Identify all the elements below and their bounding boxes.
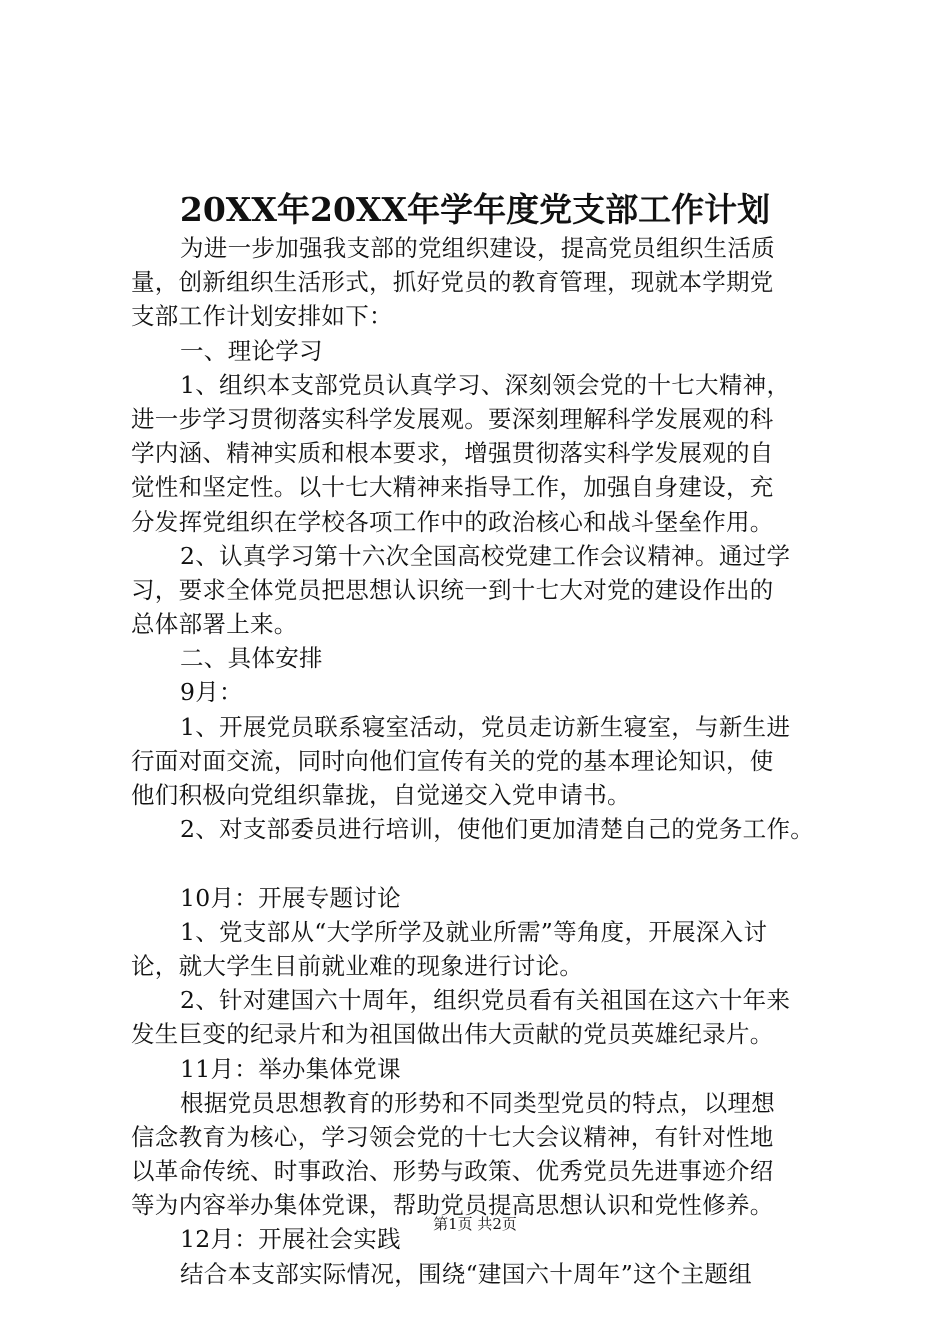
text-line: 信念教育为核心，学习领会党的十七大会议精神，有针对性地 xyxy=(131,1122,774,1151)
text-line: 论，就大学生目前就业难的现象进行讨论。 xyxy=(131,951,584,980)
text-line: 分发挥党组织在学校各项工作中的政治核心和战斗堡垒作用。 xyxy=(131,507,774,536)
text-line: 量，创新组织生活形式，抓好党员的教育管理，现就本学期党 xyxy=(131,268,774,297)
text-line: 9月： xyxy=(180,678,243,707)
text-line: 支部工作计划安排如下： xyxy=(131,302,393,331)
text-line: 学内涵、精神实质和根本要求，增强贯彻落实科学发展观的自 xyxy=(131,439,774,468)
text-line: 2、对支部委员进行培训，使他们更加清楚自己的党务工作。 xyxy=(180,815,815,844)
text-line: 为进一步加强我支部的党组织建设，提高党员组织生活质 xyxy=(180,234,775,262)
text-line: 总体部署上来。 xyxy=(131,610,298,639)
blank-line xyxy=(131,846,843,880)
text-line: 1、党支部从“大学所学及就业所需”等角度，开展深入讨 xyxy=(180,917,768,946)
text-line: 习，要求全体党员把思想认识统一到十七大对党的建设作出的 xyxy=(131,575,774,604)
text-line: 2、认真学习第十六次全国高校党建工作会议精神。通过学 xyxy=(180,541,791,570)
text-line: 等为内容举办集体党课，帮助党员提高思想认识和党性修养。 xyxy=(131,1191,774,1220)
text-line: 10月：开展专题讨论 xyxy=(180,883,401,912)
text-line: 11月：举办集体党课 xyxy=(180,1054,401,1083)
document-body xyxy=(131,231,843,1291)
text-line: 进一步学习贯彻落实科学发展观。要深刻理解科学发展观的科 xyxy=(131,404,774,433)
text-line: 觉性和坚定性。以十七大精神来指导工作，加强自身建设，充 xyxy=(131,473,774,502)
text-line: 一、理论学习 xyxy=(180,336,323,365)
text-line: 12月：开展社会实践 xyxy=(180,1225,401,1254)
document-title: 20XX年20XX年学年度党支部工作计划 xyxy=(179,190,771,229)
text-line: 1、开展党员联系寝室活动，党员走访新生寝室，与新生进 xyxy=(180,712,791,741)
page-footer: 第1页 共2页 xyxy=(433,1215,517,1233)
text-line: 结合本支部实际情况，围绕“建国六十周年”这个主题组 xyxy=(180,1259,753,1288)
text-line: 发生巨变的纪录片和为祖国做出伟大贡献的党员英雄纪录片。 xyxy=(131,1020,774,1049)
text-line: 2、针对建国六十周年，组织党员看有关祖国在这六十年来 xyxy=(180,986,791,1015)
text-line: 以革命传统、时事政治、形势与政策、优秀党员先进事迹介绍 xyxy=(131,1157,774,1186)
text-line: 行面对面交流，同时向他们宣传有关的党的基本理论知识，使 xyxy=(131,746,774,775)
text-line: 他们积极向党组织靠拢，自觉递交入党申请书。 xyxy=(131,781,631,809)
text-line: 根据党员思想教育的形势和不同类型党员的特点，以理想 xyxy=(180,1088,775,1117)
text-line: 二、具体安排 xyxy=(180,644,323,673)
text-line: 1、组织本支部党员认真学习、深刻领会党的十七大精神， xyxy=(180,370,791,399)
